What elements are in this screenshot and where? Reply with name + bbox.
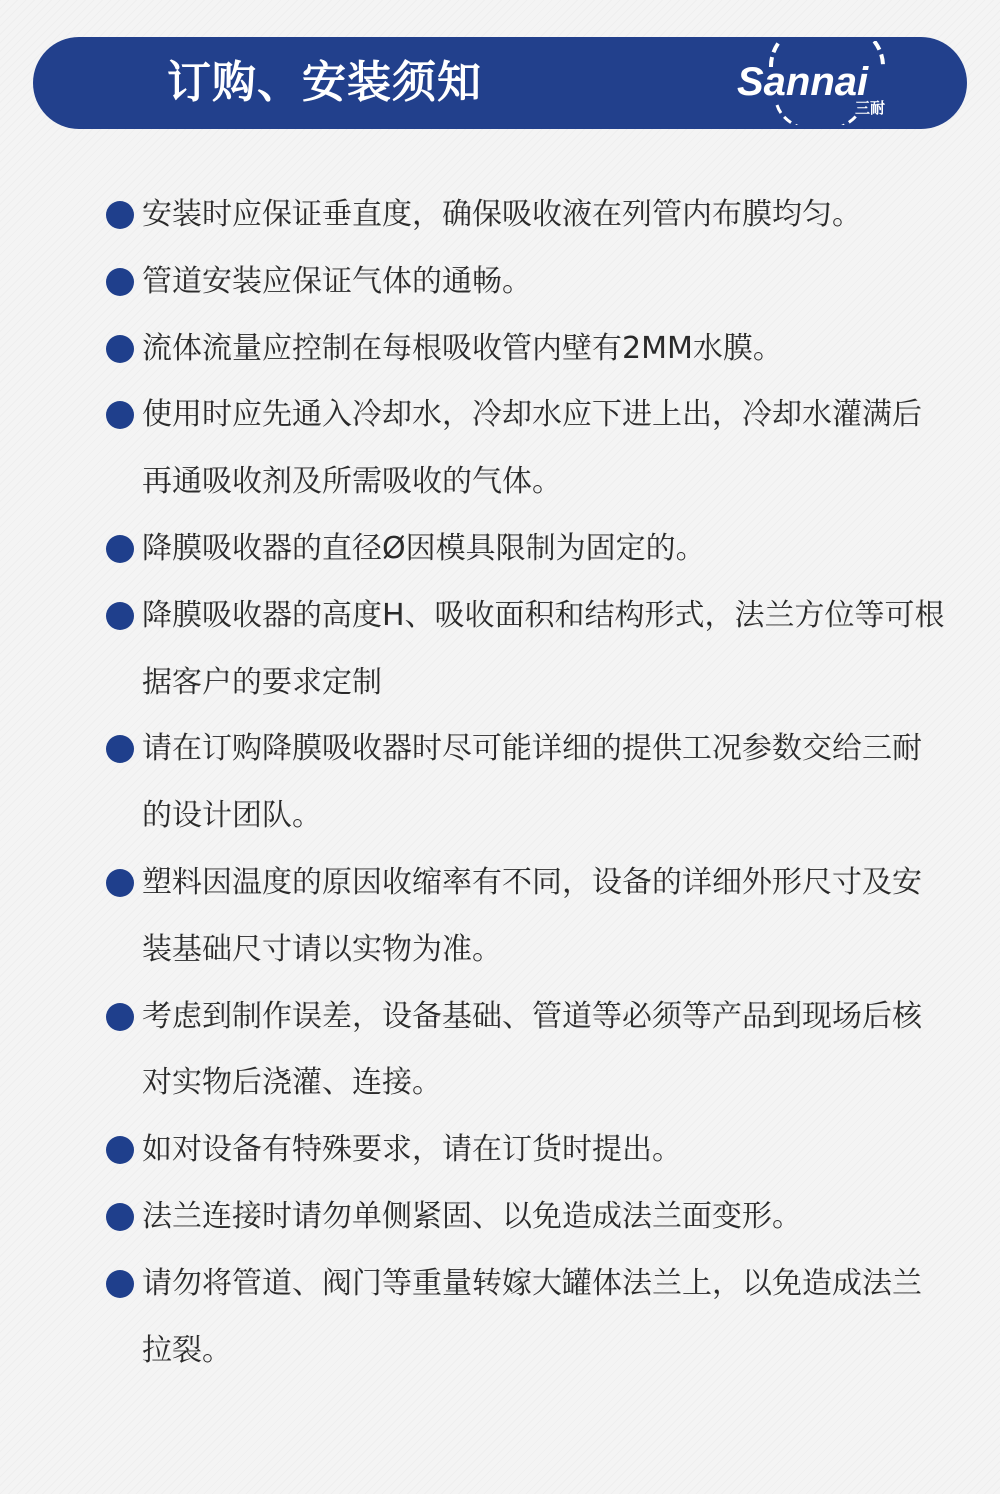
header-banner: [33, 37, 967, 129]
list-item: [0, 1117, 1000, 1184]
bullet-dot: [106, 1203, 134, 1231]
list-item-text: 考虑到制作误差，设备基础、管道等必须等产品到现场后核对实物后浇灌、连接。: [142, 998, 922, 1101]
bullet-dot: [106, 535, 134, 563]
list-item: [0, 249, 1000, 316]
logo-subtext: 三耐: [855, 99, 886, 117]
list-item-text: 请在订购降膜吸收器时尽可能详细的提供工况参数交给三耐的设计团队。: [142, 731, 922, 834]
list-item: [0, 182, 1000, 249]
list-item-text: 法兰连接时请勿单侧紧固、以免造成法兰面变形。: [142, 1198, 802, 1234]
bullet-dot: [106, 602, 134, 630]
list-item-text: 安装时应保证垂直度，确保吸收液在列管内布膜均匀。: [142, 197, 862, 232]
list-item: [0, 516, 1000, 583]
list-item-text: 塑料因温度的原因收缩率有不同，设备的详细外形尺寸及安装基础尺寸请以实物为准。: [142, 864, 922, 967]
bullet-dot: [106, 869, 134, 897]
list-item-text: 使用时应先通入冷却水，冷却水应下进上出，冷却水灌满后再通吸收剂及所需吸收的气体。: [142, 397, 922, 500]
list-item: [0, 1251, 1000, 1385]
bullet-dot: [106, 735, 134, 763]
list-item: [0, 984, 1000, 1118]
logo-brand: Sannai: [737, 60, 869, 104]
list-item-text: 降膜吸收器的高度H、吸收面积和结构形式，法兰方位等可根据客户的要求定制: [142, 597, 945, 700]
bullet-dot: [106, 201, 134, 229]
list-item: [0, 316, 1000, 383]
list-item: [0, 382, 1000, 516]
sannai-logo-icon: [733, 41, 903, 125]
list-item-text: 管道安装应保证气体的通畅。: [142, 263, 532, 299]
list-item: [0, 583, 1000, 717]
list-item: [0, 1184, 1000, 1251]
list-item-text: 如对设备有特殊要求，请在订货时提出。: [142, 1132, 682, 1168]
sannai-logo: [733, 41, 903, 125]
list-item: [0, 716, 1000, 850]
notice-list: [0, 182, 1000, 1384]
bullet-dot: [106, 1136, 134, 1164]
bullet-dot: [106, 401, 134, 429]
list-item-text: 流体流量应控制在每根吸收管内壁有2MM水膜。: [142, 330, 783, 366]
bullet-dot: [106, 268, 134, 296]
bullet-dot: [106, 1003, 134, 1031]
list-item-text: 请勿将管道、阀门等重量转嫁大罐体法兰上，以免造成法兰拉裂。: [142, 1265, 922, 1368]
bullet-dot: [106, 335, 134, 363]
bullet-dot: [106, 1270, 134, 1298]
page-title: 订购、安装须知: [167, 57, 482, 108]
list-item: [0, 850, 1000, 984]
list-item-text: 降膜吸收器的直径Ø因模具限制为固定的。: [142, 530, 706, 566]
